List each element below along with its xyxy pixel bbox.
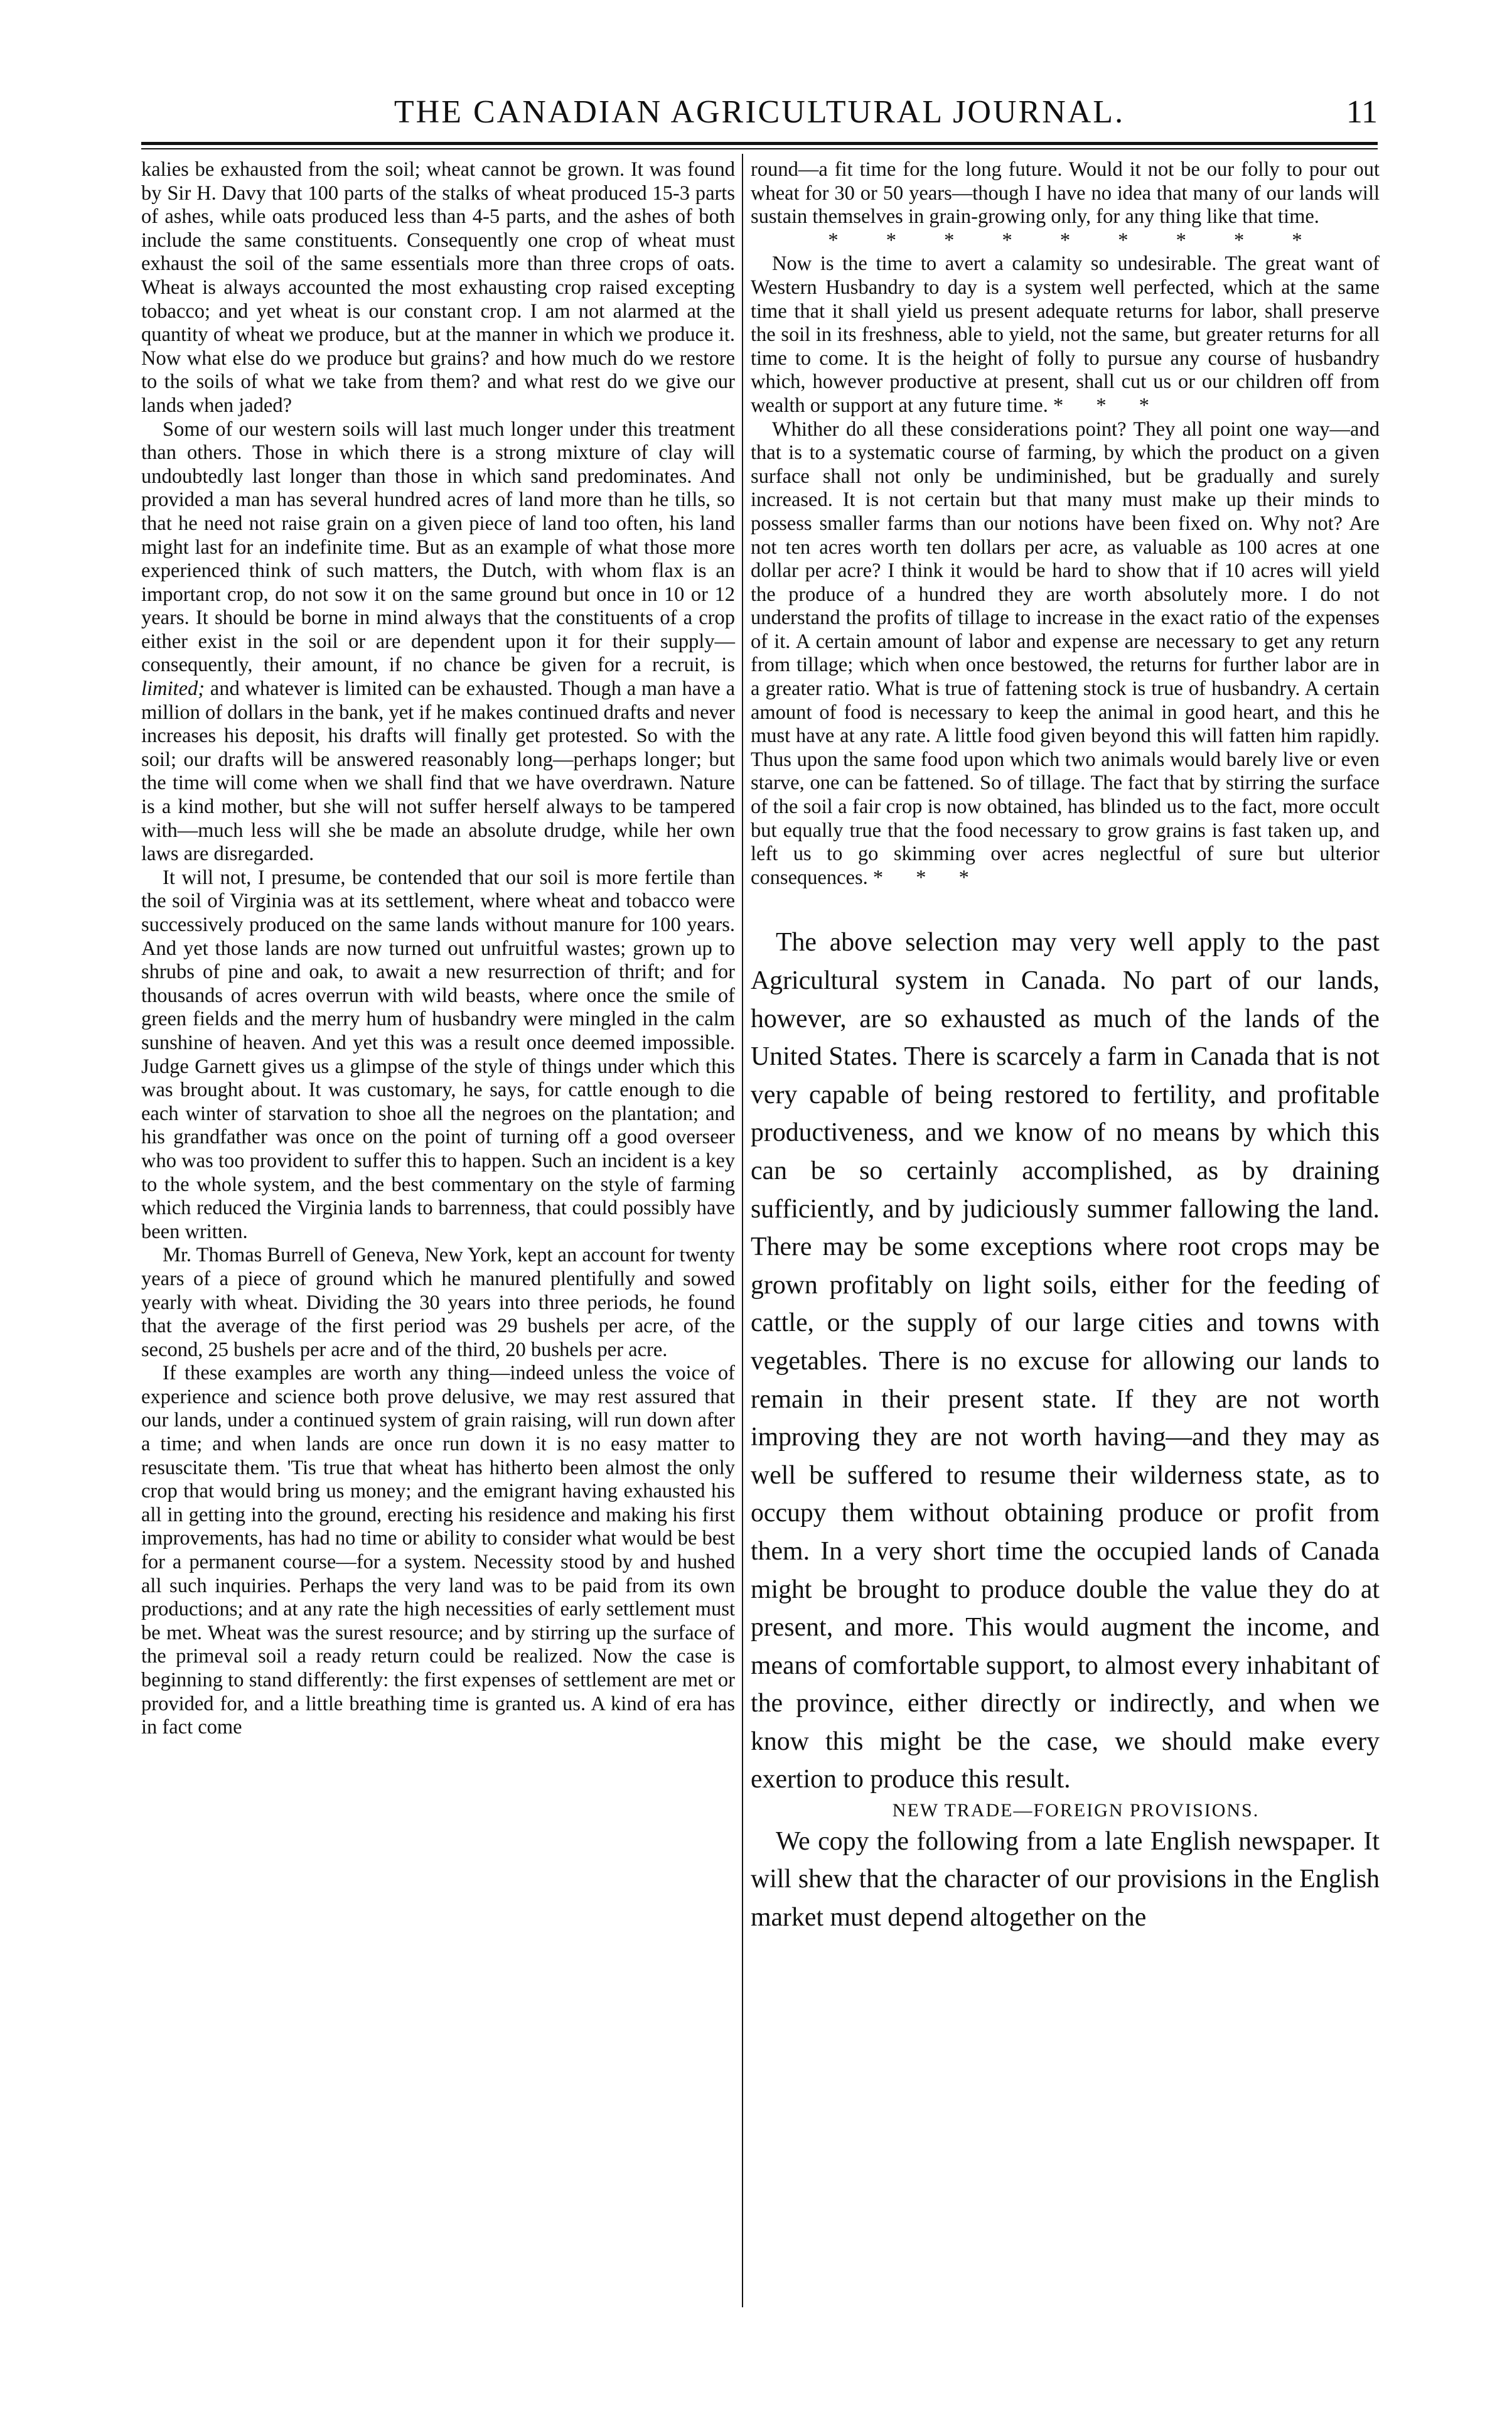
paragraph: If these examples are worth any thing—indeed unless the voice of experience and science both prove delusive, we may rest assured that our lands, under a continued system of grain raising, will run down after a time; and when lands are once run down it is no easy matter to resuscitate them. 'Tis true that wheat has hitherto been almost the only crop that would bring us money; and the emigrant having exhausted his all in getting into the ground, erecting his residence and making his first improvements, has had no time or ability to consider what would be best for a permanent course—for a system. Necessity stood by and hushed all such inquiries. Perhaps the very land was to be paid from its own productions; and at any rate the high necessities of early settlement must be met. Wheat was the surest resource; and by stirring up the surface of the primeval soil a ready return could be realized. Now the case is beginning to stand differently: the first expenses of settlement are met or provided for, and a little breathing time is granted us. A kind of era has in fact come — [141, 1362, 735, 1739]
paragraph: round—a fit time for the long future. Would it not be our folly to pour out wheat for 30 or 50 years—though I have no idea that many of our lands will sustain themselves in grain-growing only, for any thing like that time. — [751, 158, 1380, 229]
paragraph — [751, 418, 1380, 890]
paragraph: Mr. Thomas Burrell of Geneva, New York, kept an account for twenty years of a piece of ground which he manured plentifully and sowed yearly with wheat. Dividing the 30 years into three periods, he found that the average of the first period was 29 bushels per acre, of the second, 25 bushels per acre and of the third, 20 bushels per acre. — [141, 1244, 735, 1361]
paragraph: We copy the following from a late English newspaper. It will shew that the character of our provisions in the English market must depend altogether on the — [751, 1826, 1380, 1932]
asterism: * * * — [872, 866, 983, 889]
header-rule-thin — [141, 148, 1378, 149]
paragraph: The above selection may very well apply to the past Agricultural system in Canada. No part of our lands, however, are so exhausted as much of the lands of the United States. There is scarcely a farm in Canada that is not very capable of being restored to fertility, and profitable productiveness, and we know of no means by which this can be so certainly accomplished, as by draining sufficiently, and by judiciously summer fallowing the land. There may be some exceptions where root crops may be grown profitably on light soils, either for the feeding of cattle, or the supply of our large cities and towns with vegetables. There is no excuse for allowing our lands to remain in their present state. If they are not worth improving they are not worth having—and they may as well be suffered to resume their wilderness state, as to occupy them without obtaining produce or profit from them. In a very short time the occupied lands of Canada might be brought to produce double the value they do at present, and more. This would augment the income, and means of comfortable support, to almost every inhabitant of the province, either directly or indirectly, and when we know this might be the case, we should make every exertion to produce this result. — [751, 928, 1380, 1794]
column-divider — [742, 154, 743, 2307]
paragraph: It will not, I presume, be contended that our soil is more fertile than the soil of Virginia was at its settlement, where wheat and tobacco were successively produced on the same lands without manure for 100 years. And yet those lands are now turned out unfruitful wastes; grown up to shrubs of pine and oak, to await a new resurrection of thrift; and for thousands of acres overrun with wild beasts, where once the smile of green fields and the merry hum of husbandry were mingled in the calm sunshine of heaven. And yet this was a result once deemed impossible. Judge Garnett gives us a glimpse of the style of things under which this was brought about. It was customary, he says, for cattle enough to die each winter of starvation to shoe all the negroes on the plantation; and his grandfather was once on the point of turning off a good overseer who was too provident to suffer this to happen. Such an incident is a key to the whole system, and the best commentary on the style of farming which reduced the Virginia lands to barrenness, that could possibly have been written. — [141, 866, 735, 1243]
paragraph-text: Whither do all these considerations point? They all point one way—and that is to a systematic course of farming, by which the product on a given surface shall not only be undiminished, but be gradually and surely increased. It is not certain but that many must make up their minds to possess smaller farms than our notions have been fixed on. Why not? Are not ten acres worth ten dollars per acre, as valuable as 100 acres at one dollar per acre? I think it would be hard to show that if 10 acres will yield the produce of a hundred they are worth absolutely more. I do not understand the profits of tillage to increase in the exact ratio of the expenses of it. A certain amount of labor and expense are necessary to get any return from tillage; which when once bestowed, the returns for further labor are in a greater ratio. What is true of fattening stock is true of husbandry. A certain amount of food is necessary to keep the animal in good heart, and this he must have at any rate. A little food given beyond this will fatten him rapidly. Thus upon the same food upon which two animals would barely live or even starve, one can be fattened. So of tillage. The fact that by stirring the surface of the soil a fair crop is now obtained, has blinded us to the fact, more occult but equally true that the food necessary to grow grains is fast taken up, and left us to go skimming over acres neglectful of sure but ulterior consequences. — [751, 418, 1380, 889]
running-title: THE CANADIAN AGRICULTURAL JOURNAL. — [394, 94, 1125, 130]
header-rule — [141, 142, 1378, 145]
asterism: * * * — [1053, 394, 1163, 417]
page-header — [141, 94, 1378, 138]
section-body — [751, 1823, 1380, 1937]
asterism: * * * * * * * * * — [828, 229, 1324, 252]
paragraph: kalies be exhausted from the soil; wheat cannot be grown. It was found by Sir H. Davy that 100 parts of the stalks of wheat produced 15-3 parts of ashes, while oats produced less than 4-5 parts, and the ashes of both include the same constituents. Consequently one crop of wheat must exhaust the soil of the same essentials more than three crops of oats. Wheat is always accounted the most exhausting crop raised excepting tobacco; and yet wheat is our constant crop. I am not alarmed at the quantity of wheat we produce, but at the manner in which we produce it. Now what else do we produce but grains? and how much do we restore to the soils of what we take from them? and what rest do we give our lands when jaded? — [141, 158, 735, 417]
section-heading: NEW TRADE—FOREIGN PROVISIONS. — [892, 1800, 1260, 1821]
editorial-comment — [751, 924, 1380, 1799]
paragraph-text: and whatever is limited can be exhausted. Though a man have a million of dollars in the bank, yet if he makes continued drafts and never increases his deposit, his drafts will finally get protested. So with the soil; our drafts will be answered reasonably long—perhaps longer; but the time will come when we shall find that we have overdrawn. Nature is a kind mother, but she will not suffer herself always to be tampered with—much less will she be made an absolute drudge, while her own laws are disregarded. — [141, 677, 735, 866]
paragraph — [751, 252, 1380, 418]
right-column — [751, 158, 1380, 2299]
paragraph-text: Some of our western soils will last much longer under this treatment than others. Those in which there is a strong mixture of clay will undoubtedly last longer than those in which sand predominates. And provided a man has several hundred acres of land more than he tills, so that he need not raise grain on a given piece of land too often, his land might last for an indefinite time. But as an example of what those more experienced think of such matters, the Dutch, with whom flax is an important crop, do not sow it on the same ground but once in 10 or 12 years. It should be borne in mind always that the constituents of a crop either exist in the soil or are dependent upon it for their supply—consequently, their amount, if no chance be given for a recruit, is — [141, 418, 735, 677]
paragraph-text: Now is the time to avert a calamity so undesirable. The great want of Western Husbandry to day is a system well perfected, which at the same time that it shall yield us present adequate returns for labor, shall preserve the soil in its freshness, able to yield, not the same, but greater returns for all time to come. It is the height of folly to pursue any course of husbandry which, however productive at present, shall cut us or our children off from wealth or support at any future time. — [751, 252, 1380, 417]
paragraph — [141, 418, 735, 866]
left-column — [141, 158, 735, 2299]
page-number: 11 — [1346, 94, 1378, 130]
emphasis-text: limited; — [141, 677, 205, 701]
